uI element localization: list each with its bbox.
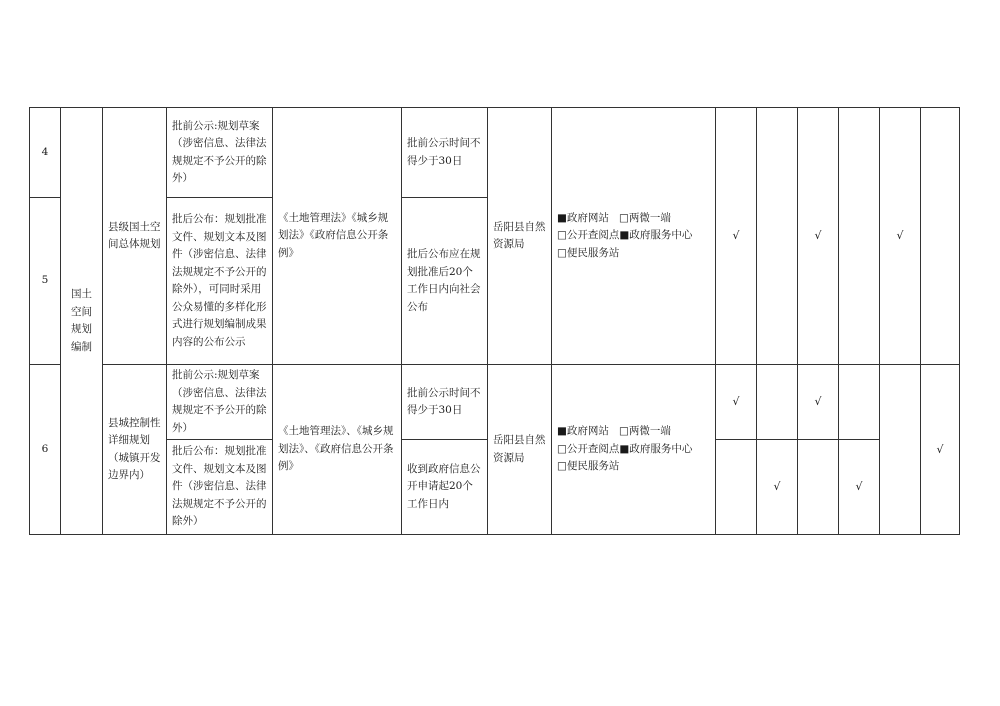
post-time-cell: 批后公布应在规划批准后20个工作日内向社会公布 <box>402 198 488 365</box>
pre-time-cell: 批前公示时间不得少于30日 <box>402 108 488 198</box>
check-mark: √ <box>798 365 839 440</box>
channel-item: □便民服务站 <box>557 246 620 259</box>
post-time-cell: 收到政府信息公开申请起20个工作日内 <box>402 440 488 535</box>
check-mark: √ <box>921 365 960 535</box>
item-cell: 县级国土空间总体规划 <box>103 108 167 365</box>
row-number: 6 <box>30 365 61 535</box>
channel-item: □公开查阅点 <box>557 442 620 455</box>
check-mark: √ <box>757 440 798 535</box>
basis-cell: 《土地管理法》《城乡规划法》《政府信息公开条例》 <box>273 108 402 365</box>
check-cell-empty <box>757 108 798 365</box>
check-cell-empty <box>798 440 839 535</box>
check-cell-empty <box>921 108 960 365</box>
check-mark: √ <box>798 108 839 365</box>
channel-item: □便民服务站 <box>557 460 620 473</box>
check-mark: √ <box>716 108 757 365</box>
check-mark: √ <box>716 365 757 440</box>
category-cell: 国土空间规划编制 <box>61 108 103 535</box>
check-mark: √ <box>880 108 921 365</box>
check-cell-empty <box>839 108 880 365</box>
table-row <box>30 108 960 198</box>
channel-item: ■政府网站 <box>557 425 609 438</box>
channels-cell <box>552 365 716 535</box>
pre-time-cell: 批前公示时间不得少于30日 <box>402 365 488 440</box>
item-cell: 县城控制性详细规划（城镇开发边界内） <box>103 365 167 535</box>
disclosure-table <box>29 107 960 535</box>
check-cell-empty <box>839 365 880 440</box>
channel-item: □两微一端 <box>618 211 671 224</box>
check-mark: √ <box>839 440 880 535</box>
check-cell-empty <box>880 365 921 535</box>
row-number: 4 <box>30 108 61 198</box>
table-row <box>30 365 960 440</box>
post-content-cell: 批后公布：规划批准文件、规划文本及图件（涉密信息、法律法规规定不予公开的除外），可同时采用公众易懂的多样化形式进行规划编制成果内容的公布公示 <box>167 198 273 365</box>
channel-item: ■政府服务中心 <box>619 442 693 455</box>
channel-item: □两微一端 <box>618 425 671 438</box>
basis-cell: 《土地管理法》、《城乡规划法》、《政府信息公开条例》 <box>273 365 402 535</box>
subject-cell: 岳阳县自然资源局 <box>488 108 552 365</box>
channels-cell <box>552 108 716 365</box>
subject-cell: 岳阳县自然资源局 <box>488 365 552 535</box>
post-content-cell: 批后公布：规划批准文件、规划文本及图件（涉密信息、法律法规规定不予公开的除外） <box>167 440 273 535</box>
pre-content-cell: 批前公示:规划草案（涉密信息、法律法规规定不予公开的除外） <box>167 365 273 440</box>
channel-item: ■政府服务中心 <box>619 229 693 242</box>
channel-item: □公开查阅点 <box>557 229 620 242</box>
check-cell-empty <box>757 365 798 440</box>
pre-content-cell: 批前公示:规划草案（涉密信息、法律法规规定不予公开的除外） <box>167 108 273 198</box>
channel-item: ■政府网站 <box>557 211 609 224</box>
check-cell-empty <box>716 440 757 535</box>
row-number: 5 <box>30 198 61 365</box>
